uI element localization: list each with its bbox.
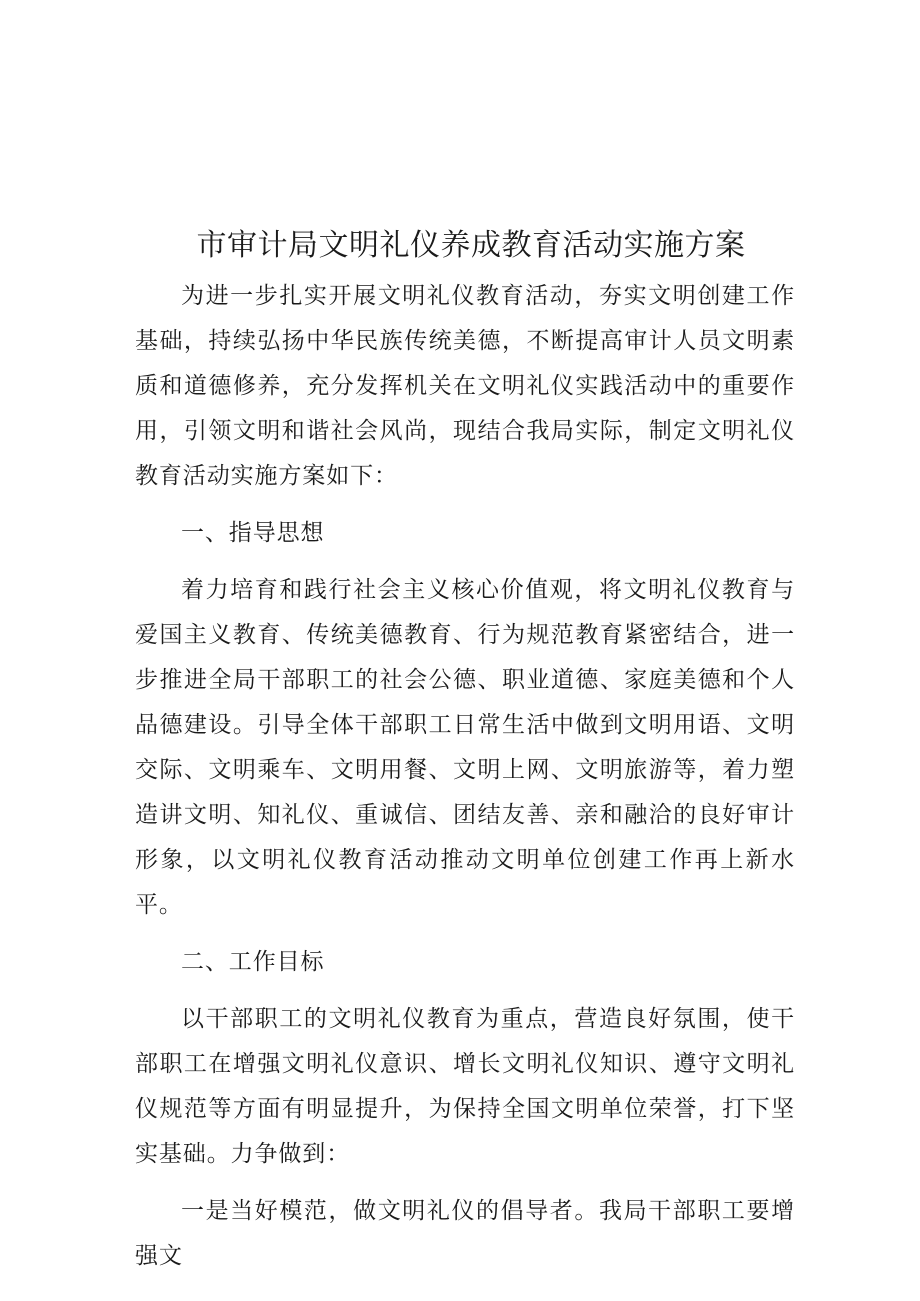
document-page [135, 218, 795, 1291]
section-body-guiding-ideology: 着力培育和践行社会主义核心价值观，将文明礼仪教育与爱国主义教育、传统美德教育、行为规范教育紧密结合，进一步推进全局干部职工的社会公德、职业道德、家庭美德和个人品德建设。引导全体干部职工日常生活中做到文明用语、文明交际、文明乘车、文明用餐、文明上网、文明旅游等，着力塑造讲文明、知礼仪、重诚信、团结友善、亲和融洽的良好审计形象，以文明礼仪教育活动推动文明单位创建工作再上新水平。 [135, 577, 795, 918]
goal-item-one: 一是当好模范，做文明礼仪的倡导者。我局干部职工要增强文 [135, 1198, 795, 1269]
section-heading-work-goals: 二、工作目标 [181, 949, 325, 975]
intro-paragraph: 为进一步扎实开展文明礼仪教育活动，夯实文明创建工作基础，持续弘扬中华民族传统美德，不断提高审计人员文明素质和道德修养，充分发挥机关在文明礼仪实践活动中的重要作用，引领文明和谐社会风尚，现结合我局实际，制定文明礼仪教育活动实施方案如下： [135, 283, 795, 489]
section-heading-guiding-ideology: 一、指导思想 [181, 520, 325, 546]
section-body-work-goals: 以干部职工的文明礼仪教育为重点，营造良好氛围，使干部职工在增强文明礼仪意识、增长文明礼仪知识、遵守文明礼仪规范等方面有明显提升，为保持全国文明单位荣誉，打下坚实基础。力争做到： [135, 1006, 795, 1167]
document-title: 市审计局文明礼仪养成教育活动实施方案 [196, 228, 746, 263]
